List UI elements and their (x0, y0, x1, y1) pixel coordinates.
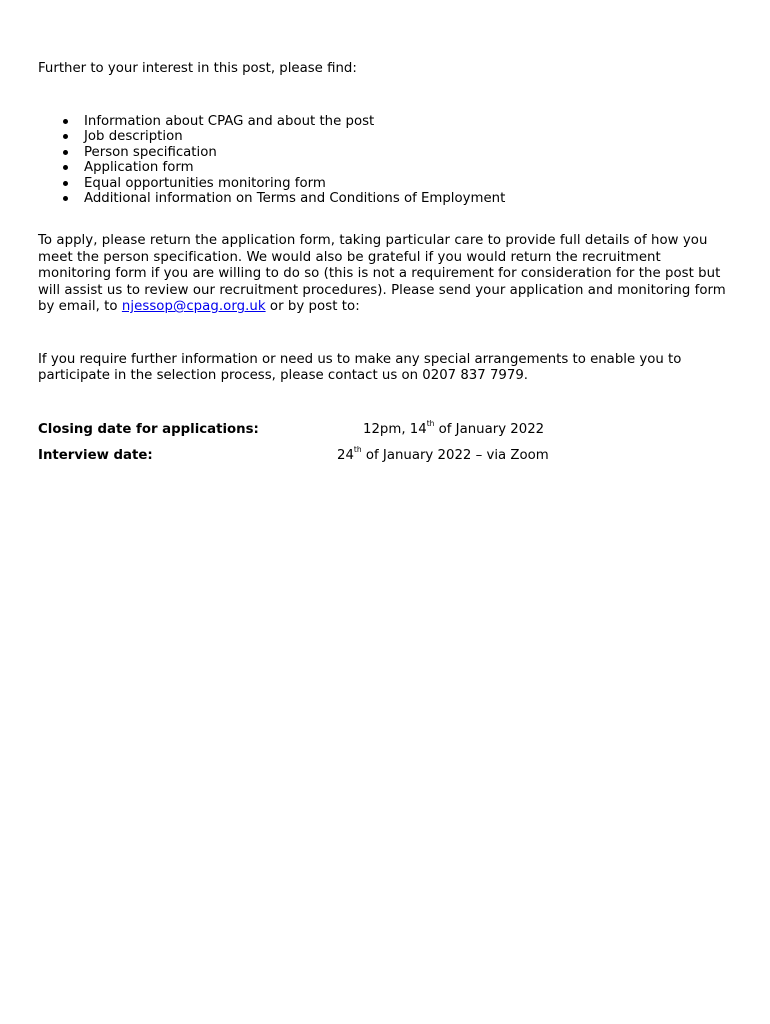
list-item-label: Application form (84, 160, 194, 176)
bullet-icon (63, 134, 68, 139)
list-item (38, 160, 728, 176)
closing-date-ordinal: th (426, 419, 435, 429)
interview-date-row (38, 445, 728, 468)
apply-text-after: or by post to: (265, 299, 360, 315)
closing-date-value (363, 419, 545, 439)
bullet-icon (63, 119, 68, 124)
bullet-icon (63, 196, 68, 201)
list-item (38, 176, 728, 192)
apply-paragraph (38, 233, 728, 316)
email-link[interactable]: njessop@cpag.org.uk (121, 299, 266, 315)
closing-date-row (38, 419, 728, 442)
documents-list (38, 114, 728, 208)
list-item-label: Job description (84, 129, 183, 145)
list-item (38, 129, 728, 145)
interview-date-label: Interview date: (38, 447, 153, 463)
list-item-label: Equal opportunities monitoring form (84, 175, 326, 191)
dates-section (38, 419, 728, 472)
interview-date-value-main: 24 (337, 447, 354, 463)
list-item (38, 114, 728, 130)
closing-date-value-main: 12pm, 14 (363, 421, 427, 437)
closing-date-value-rest: of January 2022 (434, 421, 545, 437)
bullet-icon (63, 181, 68, 186)
interview-date-value (337, 445, 549, 465)
list-item-label: Additional information on Terms and Conditions of Employment (84, 191, 506, 207)
list-item-label: Person specification (84, 144, 217, 160)
list-item-label: Information about CPAG and about the post (84, 113, 375, 129)
list-item (38, 145, 728, 161)
further-info-paragraph: If you require further information or need us to make any special arrangements to enable you to participate in the selection process, please contact us on 0207 837 7979. (38, 351, 682, 384)
apply-text: To apply, please return the application form, taking particular care to provide full details of how you meet the person specification. We would also be grateful if you would return the recruitment monitoring form if you are willing to do so (this is not a requirement for consideration for the post but will assist us to review our recruitment procedures). Please send your application and monitoring form by email, to (38, 233, 726, 315)
closing-date-label: Closing date for applications: (38, 421, 259, 437)
document-page (38, 61, 728, 472)
interview-date-value-rest: of January 2022 – via Zoom (361, 447, 549, 463)
bullet-icon (63, 165, 68, 170)
interview-date-ordinal: th (353, 445, 362, 455)
bullet-icon (63, 150, 68, 155)
list-item (38, 191, 728, 207)
intro-text: Further to your interest in this post, please find: (38, 61, 357, 76)
